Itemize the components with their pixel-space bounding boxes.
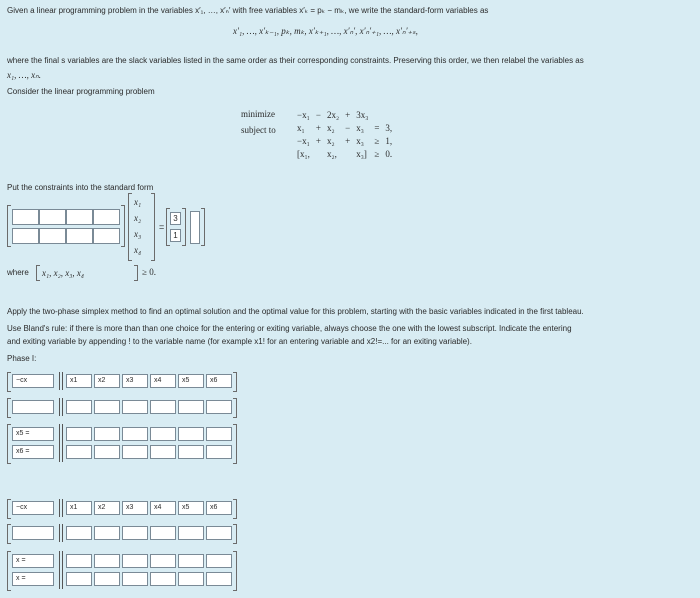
where-left-bracket [36,265,40,281]
tableau-divider [62,524,63,542]
tableau-header-cell: x2 [94,501,120,515]
lp-cell: − [345,122,351,133]
instruction-paragraph-2a: Use Bland's rule: if there is more than than one choice for the entering or exiting variable, always choose the one with the lowest subscript. Indicate the entering [7,324,572,333]
objective-coeff-input[interactable] [94,400,120,414]
objective-coeff-input[interactable] [206,400,232,414]
intro-line-1: Given a linear programming problem in the variables x′₁, …, x′ₙ′ with free variables x′ₖ = pₖ − mₖ, we write the standard-form variables as [7,6,489,15]
tableau-cell-input[interactable] [150,427,176,441]
basis-label: x5 = [12,427,54,441]
lp-cell: ≥ [374,148,380,159]
lp-cell [342,147,353,160]
tableau-header-cell: x2 [94,374,120,388]
tableau-cell-input[interactable] [94,427,120,441]
lp-cell: −x₁ [297,135,310,146]
objective-coeff-input[interactable] [178,526,204,540]
lp-cell: 3x₃ [356,109,369,120]
lp-cell [313,147,324,160]
rhs-outer-bracket [201,208,205,246]
objective-value-input[interactable] [12,526,54,540]
lp-constraint-row [294,121,395,134]
tableau-bracket [7,551,11,591]
tableau-cell-input[interactable] [66,554,92,568]
tableau-cell-input[interactable] [66,427,92,441]
lp-cell: x₂ [326,122,335,133]
tableau-cell-input[interactable] [66,445,92,459]
tableau-divider [62,551,63,589]
matrix-input[interactable] [66,228,93,244]
lp-cell [382,108,395,121]
instruction-paragraph-1: Apply the two-phase simplex method to find an optimal solution and the optimal value for this problem, starting with the basic variables indicated in the first tableau. [7,307,584,316]
lp-cell: + [345,135,351,146]
tableau-header-cell: x3 [122,501,148,515]
objective-coeff-input[interactable] [150,400,176,414]
lp-cell: [x₁, [297,148,310,159]
tableau-bracket [7,424,11,464]
tableau-cell-input[interactable] [206,427,232,441]
tableau-cell-input[interactable] [122,427,148,441]
minimize-label: minimize [241,109,275,119]
lp-cell: 2x₂ [326,109,340,120]
lp-cell: x₃ [356,122,364,133]
tableau-header-cell: x4 [150,374,176,388]
lp-cell: x₃ [356,135,364,146]
lp-objective-row [294,108,395,121]
tableau-cell-input[interactable] [94,572,120,586]
tableau-bracket [7,372,11,392]
lp-cell: − [315,109,321,120]
vector-var: x₄ [134,245,142,255]
lp-cell: + [315,122,321,133]
objective-coeff-input[interactable] [206,526,232,540]
objective-label: −cx [12,501,54,515]
tableau-bracket [233,499,237,519]
matrix-input[interactable] [39,209,66,225]
subject-to-label: subject to [241,125,276,135]
tableau-divider [59,551,60,589]
vector-var: x₁ [134,197,142,207]
where-label: where [7,268,29,277]
objective-label: −cx [12,374,54,388]
tableau-divider [62,499,63,517]
objective-coeff-input[interactable] [122,400,148,414]
lp-nonnegativity-row [294,147,395,160]
rhs-extra-input[interactable] [190,211,200,244]
lp-cell: 1, [385,135,393,146]
phase-label: Phase I: [7,354,37,363]
tableau-divider [59,372,60,390]
where-vars: x₁, x₂, x₃, x₄ [42,268,84,278]
tableau-cell-input[interactable] [122,554,148,568]
basis-label[interactable]: x = [12,572,54,586]
tableau-cell-input[interactable] [150,445,176,459]
tableau-divider [59,499,60,517]
matrix-input[interactable] [12,209,39,225]
lp-cell: x₁ [297,122,305,133]
lp-cell: 3, [385,122,393,133]
lp-cell: 0. [385,148,393,159]
tableau-divider [62,398,63,416]
tableau-cell-input[interactable] [206,572,232,586]
tableau-divider [62,372,63,390]
vector-right-bracket [151,193,155,261]
matrix-input[interactable] [66,209,93,225]
tableau-header-cell: x6 [206,501,232,515]
lp-constraint-row [294,134,395,147]
tableau-bracket [233,551,237,591]
tableau-bracket [7,398,11,418]
tableau-header-cell: x1 [66,374,92,388]
lp-cell: + [315,135,321,146]
tableau-cell-input[interactable] [178,554,204,568]
tableau-divider [59,424,60,462]
basis-label[interactable]: x = [12,554,54,568]
tableau-cell-input[interactable] [94,554,120,568]
where-right-bracket [134,265,138,281]
objective-coeff-input[interactable] [178,400,204,414]
tableau-divider [59,524,60,542]
lp-cell: x₂, [326,148,337,159]
tableau-divider [59,398,60,416]
basis-label: x6 = [12,445,54,459]
tableau-header-cell: x4 [150,501,176,515]
matrix-left-bracket [7,205,11,247]
standard-form-variable-list: x′₁, …, x′ₖ₋₁, pₖ, mₖ, x′ₖ₊₁, …, x′ₙ′, x′ₙ′₊₁, …, x′ₙ′₊ₛ, [233,26,418,36]
tableau-cell-input[interactable] [206,554,232,568]
lp-cell: x₃] [356,148,367,159]
matrix-input[interactable] [93,228,120,244]
objective-coeff-input[interactable] [66,400,92,414]
tableau-bracket [7,499,11,519]
vector-var: x₃ [134,229,142,239]
tableau-cell-input[interactable] [178,572,204,586]
objective-coeff-input[interactable] [150,526,176,540]
matrix-input[interactable] [39,228,66,244]
tableau-cell-input[interactable] [178,445,204,459]
tableau-header-cell: x3 [122,374,148,388]
objective-coeff-input[interactable] [94,526,120,540]
tableau-header-cell: x1 [66,501,92,515]
rhs-value[interactable]: 3 [170,212,181,225]
lp-constraints-table [294,108,395,160]
rhs-right-bracket [182,208,186,246]
objective-value-input[interactable] [12,400,54,414]
rhs-value[interactable]: 1 [170,229,181,242]
matrix-right-bracket [121,205,125,247]
intro-line-4: Consider the linear programming problem [7,87,155,96]
tableau-header-cell: x5 [178,374,204,388]
vector-left-bracket [128,193,132,261]
tableau-header-cell: x6 [206,374,232,388]
tableau-cell-input[interactable] [150,554,176,568]
objective-coeff-input[interactable] [66,526,92,540]
instruction-paragraph-2b: and exiting variable by appending ! to the variable name (for example x1! for an entering variable and x2!=... for an exiting variable). [7,337,472,346]
lp-cell: + [345,109,351,120]
tableau-bracket [233,424,237,464]
matrix-input[interactable] [93,209,120,225]
tableau-bracket [233,524,237,544]
tableau-cell-input[interactable] [66,572,92,586]
vector-var: x₂ [134,213,142,223]
standard-form-prompt: Put the constraints into the standard form [7,183,154,192]
intro-line-2: where the final s variables are the slack variables listed in the same order as their corresponding constraints. Preserving this order, we then relabel the variables as [7,56,584,65]
lp-cell [371,108,382,121]
tableau-cell-input[interactable] [206,445,232,459]
lp-cell: ≥ [374,135,380,146]
tableau-cell-input[interactable] [178,427,204,441]
tableau-bracket [7,524,11,544]
tableau-cell-input[interactable] [122,445,148,459]
equals-sign: = [159,222,165,232]
tableau-cell-input[interactable] [150,572,176,586]
objective-coeff-input[interactable] [122,526,148,540]
tableau-cell-input[interactable] [122,572,148,586]
lp-cell: x₂ [326,135,335,146]
tableau-cell-input[interactable] [94,445,120,459]
lp-cell: = [374,122,380,133]
tableau-bracket [233,372,237,392]
where-suffix: ≥ 0. [142,267,156,277]
tableau-bracket [233,398,237,418]
lp-cell: −x₁ [297,109,310,120]
matrix-input[interactable] [12,228,39,244]
tableau-divider [62,424,63,462]
intro-line-3: x₁, …, xₙ. [7,70,41,80]
tableau-header-cell: x5 [178,501,204,515]
